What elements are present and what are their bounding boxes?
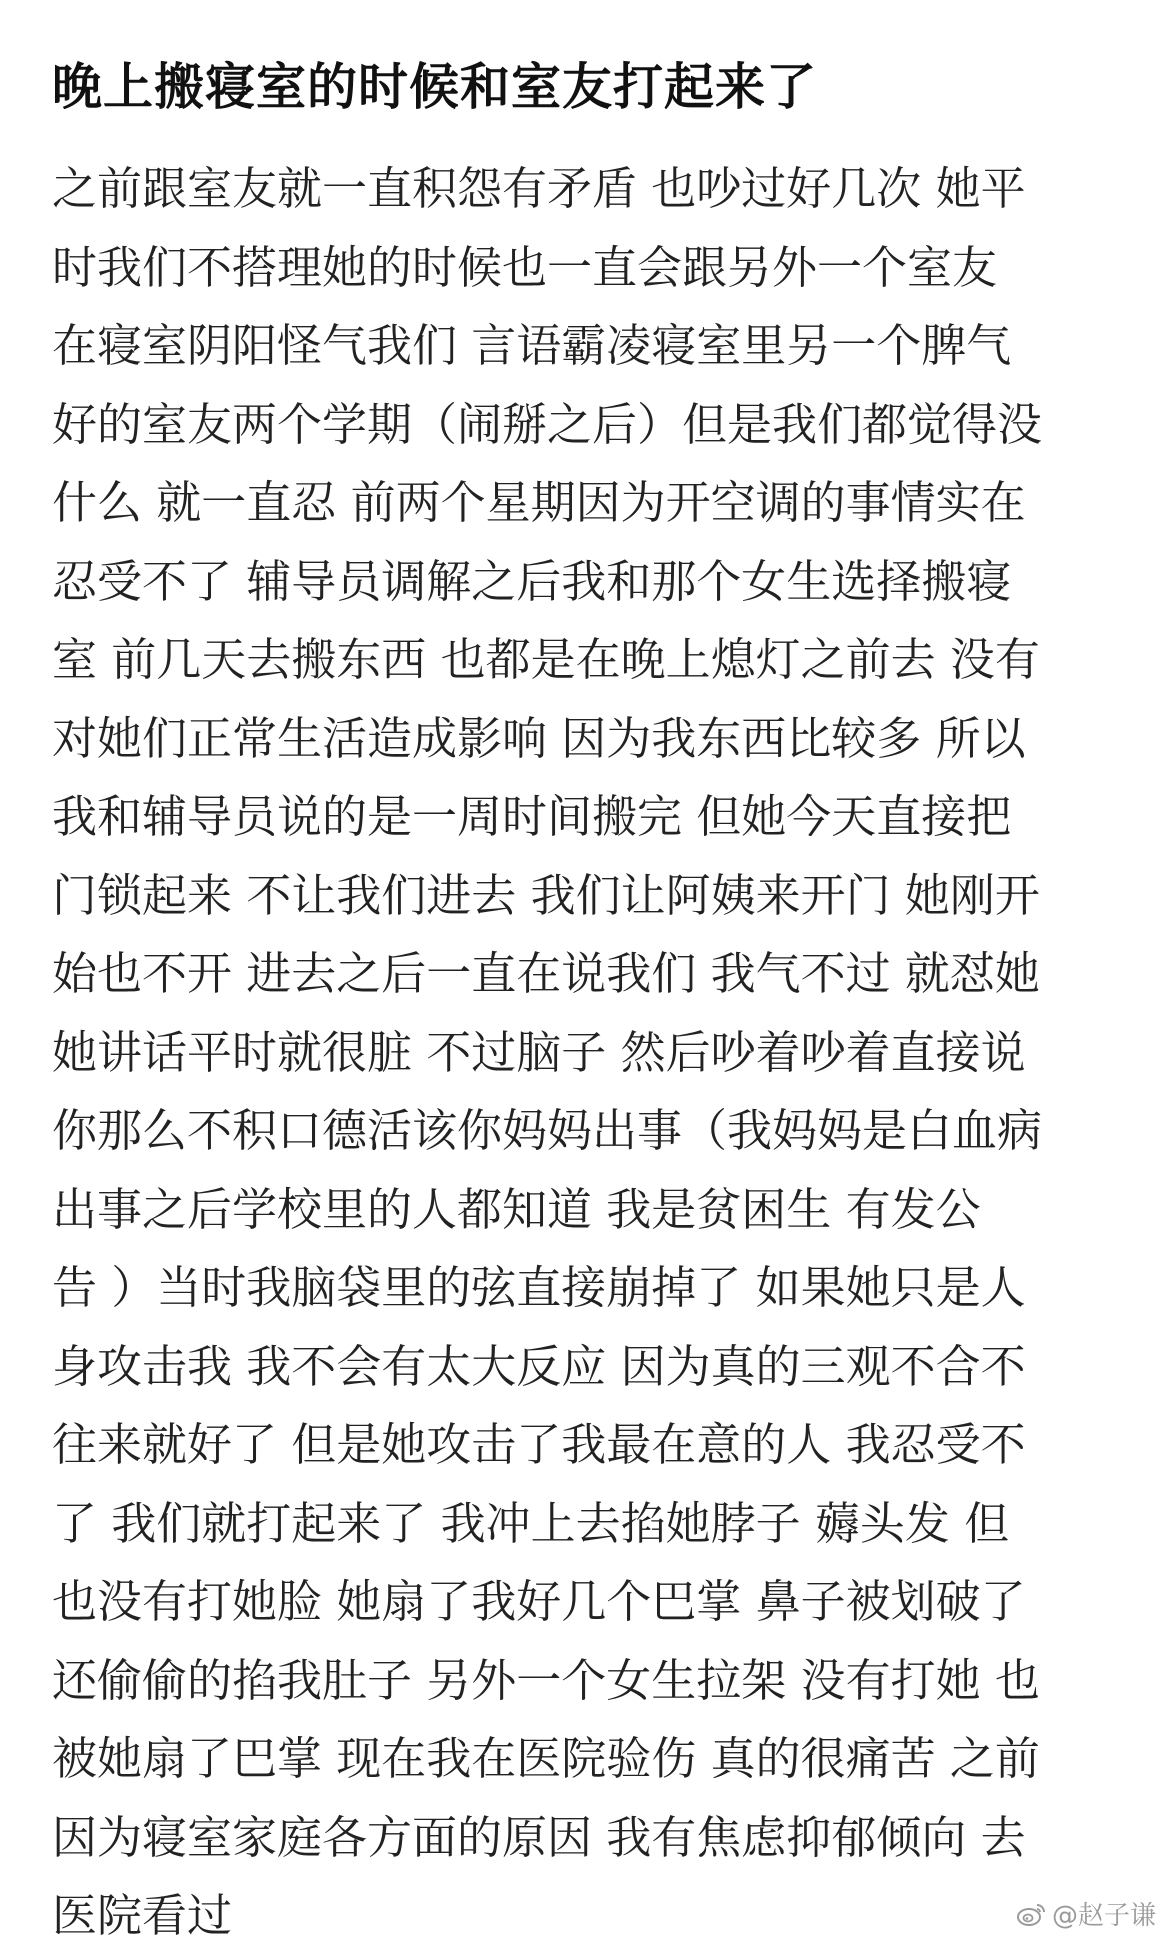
post-line: 我和辅导员说的是一周时间搬完 但她今天直接把 (52, 790, 1012, 843)
post-line: 室 前几天去搬东西 也都是在晚上熄灯之前去 没有 (52, 633, 1040, 686)
post-line: 门锁起来 不让我们进去 我们让阿姨来开门 她刚开 (52, 868, 1040, 922)
post-line: 在寝室阴阳怪气我们 言语霸凌寝室里另一个脾气 (52, 319, 1012, 372)
post-line: 忍受不了 辅导员调解之后我和那个女生选择搬寝 (52, 554, 1012, 608)
post-line: 也没有打她脸 她扇了我好几个巴掌 鼻子被划破了 (52, 1575, 1026, 1628)
weibo-logo-icon (1016, 1901, 1046, 1927)
post-line: 因为寝室家庭各方面的原因 我有焦虑抑郁倾向 去 (52, 1810, 1026, 1864)
post-line: 对她们正常生活造成影响 因为我东西比较多 所以 (52, 711, 1026, 765)
post-line: 时我们不搭理她的时候也一直会跟另外一个室友 (52, 240, 998, 294)
post-line: 往来就好了 但是她攻击了我最在意的人 我忍受不 (52, 1418, 1026, 1471)
post-body (52, 150, 1122, 1956)
post-line: 你那么不积口德活该你妈妈出事（我妈妈是白血病 (52, 1104, 1043, 1157)
post-line: 还偷偷的掐我肚子 另外一个女生拉架 没有打她 也 (52, 1653, 1040, 1707)
post-title: 晚上搬寝室的时候和室友打起来了 (52, 58, 817, 116)
post-line: 她讲话平时就很脏 不过脑子 然后吵着吵着直接说 (52, 1025, 1026, 1079)
post-line: 好的室友两个学期（闹掰之后）但是我们都觉得没 (52, 397, 1043, 451)
post-line: 身攻击我 我不会有太大反应 因为真的三观不合不 (52, 1339, 1026, 1393)
post-line: 之前跟室友就一直积怨有矛盾 也吵过好几次 她平 (52, 162, 1026, 215)
post-line: 出事之后学校里的人都知道 我是贫困生 有发公 (52, 1182, 981, 1236)
post-line: 什么 就一直忍 前两个星期因为开空调的事情实在 (52, 476, 1026, 529)
watermark-text: @赵子谦 (1051, 1901, 1156, 1931)
post-line: 被她扇了巴掌 现在我在医院验伤 真的很痛苦 之前 (52, 1732, 1040, 1785)
post-line: 告 ）当时我脑袋里的弦直接崩掉了 如果她只是人 (52, 1261, 1026, 1314)
post-content (52, 52, 1122, 1956)
post-line: 医院看过 (52, 1889, 233, 1942)
post-line: 始也不开 进去之后一直在说我们 我气不过 就怼她 (52, 947, 1040, 1000)
watermark (1016, 1895, 1156, 1932)
post-line: 了 我们就打起来了 我冲上去掐她脖子 薅头发 但 (52, 1496, 1010, 1550)
